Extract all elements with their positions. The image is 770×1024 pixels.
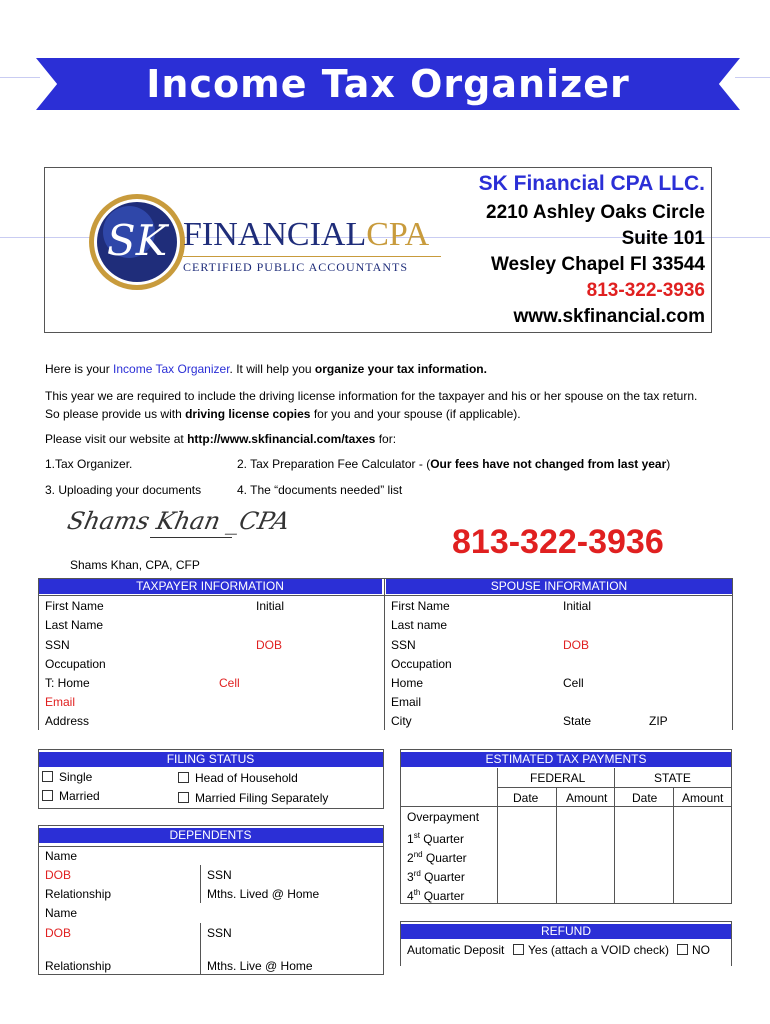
dependent2-months[interactable]: Mths. Live @ Home <box>207 959 313 973</box>
spouse-state[interactable]: State <box>563 714 592 728</box>
taxpayer-last-name[interactable]: Last Name <box>45 618 104 632</box>
dependent1-relationship[interactable]: Relationship <box>45 887 112 901</box>
firm-header-box <box>44 167 712 333</box>
logo-word-cpa: CPA <box>366 216 430 253</box>
filing-mfs-option[interactable] <box>178 791 328 805</box>
estimated-row <box>400 806 732 807</box>
dependent1-dob[interactable]: DOB <box>45 868 72 882</box>
estimated-border <box>400 903 732 904</box>
estimated-border <box>400 749 732 750</box>
license-bold: driving license copies <box>185 407 311 421</box>
dependents-border <box>38 974 384 975</box>
q1-label: Quarter <box>419 832 464 846</box>
fee-text: ) <box>666 457 671 471</box>
spouse-first-name[interactable]: First Name <box>391 599 450 613</box>
filing-border <box>38 808 384 809</box>
dependents-border <box>38 825 383 826</box>
refund-border <box>400 921 401 966</box>
intro-bold: organize your tax information. <box>314 362 487 376</box>
website-note <box>45 432 396 446</box>
table-border <box>38 578 39 730</box>
estimated-row <box>497 787 732 788</box>
dependents-col <box>200 865 201 903</box>
q4-suffix: th <box>413 888 421 897</box>
spouse-email[interactable]: Email <box>391 695 422 709</box>
state-amount-heading: Amount <box>682 791 724 805</box>
federal-amount-heading: Amount <box>566 791 608 805</box>
table-divider <box>384 578 385 730</box>
taxpayer-first-name[interactable]: First Name <box>45 599 104 613</box>
signer-name: Shams Khan, CPA, CFP <box>70 558 200 572</box>
dependents-col <box>200 923 201 974</box>
taxpayer-ssn[interactable]: SSN <box>45 638 70 652</box>
intro-text: . It will help you <box>229 362 315 376</box>
refund-yes-checkbox[interactable] <box>513 944 524 955</box>
married-label: Married <box>59 789 100 803</box>
intro-highlight: Income Tax Organizer <box>113 362 230 376</box>
estimated-col <box>497 768 498 904</box>
q2-row[interactable] <box>407 848 467 865</box>
estimated-header: ESTIMATED TAX PAYMENTS <box>400 752 732 767</box>
logo-tagline: CERTIFIED PUBLIC ACCOUNTANTS <box>183 260 408 274</box>
license-note-line1: This year we are required to include the driving license information for the taxpayer and his or her spouse on the tax return. <box>45 389 698 403</box>
dependent1-months[interactable]: Mths. Lived @ Home <box>207 887 320 901</box>
spouse-ssn[interactable]: SSN <box>391 638 416 652</box>
spouse-cell[interactable]: Cell <box>563 676 584 690</box>
mfs-checkbox[interactable] <box>178 792 189 803</box>
spouse-header: SPOUSE INFORMATION <box>386 579 732 594</box>
overpayment-row[interactable]: Overpayment <box>407 810 480 824</box>
q4-number: 4 <box>407 889 414 903</box>
refund-no-option[interactable] <box>677 943 710 957</box>
page-title: Income Tax Organizer <box>146 62 630 106</box>
website-link[interactable]: http://www.skfinancial.com/taxes <box>187 432 376 446</box>
q3-suffix: rd <box>413 869 421 878</box>
spouse-dob[interactable]: DOB <box>563 638 590 652</box>
q2-suffix: nd <box>413 850 423 859</box>
q2-number: 2 <box>407 851 414 865</box>
federal-heading: FEDERAL <box>530 771 586 785</box>
dependents-row <box>38 846 383 847</box>
dependents-border <box>383 825 384 975</box>
table-border <box>38 578 733 579</box>
spouse-zip[interactable]: ZIP <box>649 714 668 728</box>
state-date-heading: Date <box>632 791 658 805</box>
q1-suffix: st <box>413 831 420 840</box>
refund-border <box>731 921 732 966</box>
spouse-city[interactable]: City <box>391 714 412 728</box>
single-label: Single <box>59 770 93 784</box>
fee-text: 2. Tax Preparation Fee Calculator - ( <box>237 457 431 471</box>
firm-website[interactable]: www.skfinancial.com <box>513 306 705 327</box>
firm-city: Wesley Chapel Fl 33544 <box>490 254 705 275</box>
personal-info-table <box>38 578 733 730</box>
logo-rule <box>183 256 441 257</box>
list-item-organizer: 1.Tax Organizer. <box>45 457 133 471</box>
dependent2-dob[interactable]: DOB <box>45 926 72 940</box>
filing-status-header: FILING STATUS <box>38 752 383 767</box>
q3-row[interactable] <box>407 867 465 884</box>
firm-name: SK Financial CPA LLC. <box>478 172 705 195</box>
firm-logo <box>85 190 455 300</box>
taxpayer-header: TAXPAYER INFORMATION <box>38 579 382 594</box>
firm-address-line2: Suite 101 <box>621 228 705 249</box>
q1-row[interactable] <box>407 829 464 846</box>
taxpayer-address[interactable]: Address <box>45 714 90 728</box>
decorative-line <box>735 77 770 78</box>
website-text: Please visit our website at <box>45 432 188 446</box>
taxpayer-initial[interactable]: Initial <box>256 599 285 613</box>
list-item-fee-calculator <box>237 457 670 471</box>
logo-monogram: SK <box>106 216 168 265</box>
dependent1-name[interactable]: Name <box>45 849 78 863</box>
estimated-col <box>673 787 674 904</box>
filing-single-option[interactable] <box>42 770 92 784</box>
refund-no-label: NO <box>692 943 710 957</box>
refund-yes-label: Yes (attach a VOID check) <box>528 943 669 957</box>
filing-hoh-option[interactable] <box>178 771 298 785</box>
state-heading: STATE <box>654 771 691 785</box>
q4-row[interactable] <box>407 886 464 903</box>
filing-married-option[interactable] <box>42 789 100 803</box>
refund-no-checkbox[interactable] <box>677 944 688 955</box>
dependent2-relationship[interactable]: Relationship <box>45 959 112 973</box>
fee-bold: Our fees have not changed from last year <box>430 457 667 471</box>
q4-label: Quarter <box>420 889 465 903</box>
taxpayer-cell[interactable]: Cell <box>219 676 240 690</box>
decorative-line <box>0 77 40 78</box>
estimated-col <box>614 768 615 904</box>
hoh-label: Head of Household <box>195 771 298 785</box>
q3-label: Quarter <box>420 870 465 884</box>
filing-border <box>383 749 384 809</box>
dependents-border <box>38 825 39 975</box>
filing-border <box>38 749 39 809</box>
estimated-border <box>731 749 732 904</box>
refund-border <box>400 921 732 922</box>
married-checkbox[interactable] <box>42 790 53 801</box>
firm-phone: 813-322-3936 <box>586 280 705 301</box>
dependents-header: DEPENDENTS <box>38 828 383 843</box>
q2-label: Quarter <box>422 851 467 865</box>
single-checkbox[interactable] <box>42 771 53 782</box>
estimated-col <box>556 787 557 904</box>
list-item-documents: 4. The “documents needed” list <box>237 483 403 497</box>
taxpayer-home-phone[interactable]: T: Home <box>45 676 90 690</box>
taxpayer-dob[interactable]: DOB <box>256 638 283 652</box>
refund-yes-option[interactable] <box>513 943 669 957</box>
federal-date-heading: Date <box>513 791 539 805</box>
signature-underline <box>150 537 232 538</box>
estimated-border <box>400 749 401 904</box>
signature: Shams Khan _CPA <box>65 507 293 535</box>
firm-address-line1: 2210 Ashley Oaks Circle <box>486 202 705 223</box>
logo-wordmark <box>183 216 429 254</box>
automatic-deposit-label: Automatic Deposit <box>407 943 505 957</box>
hoh-checkbox[interactable] <box>178 772 189 783</box>
license-note-line2 <box>45 407 521 421</box>
taxpayer-occupation[interactable]: Occupation <box>45 657 106 671</box>
spouse-last-name[interactable]: Last name <box>391 618 448 632</box>
filing-border <box>38 749 383 750</box>
dependent2-name[interactable]: Name <box>45 906 78 920</box>
table-border <box>38 595 733 596</box>
q1-number: 1 <box>407 832 414 846</box>
dependent2-ssn[interactable]: SSN <box>207 926 232 940</box>
logo-word-financial: FINANCIAL <box>183 216 367 253</box>
list-item-upload: 3. Uploading your documents <box>45 483 202 497</box>
big-phone-number: 813-322-3936 <box>452 523 664 561</box>
dependent1-ssn[interactable]: SSN <box>207 868 232 882</box>
website-text: for: <box>375 432 397 446</box>
q3-number: 3 <box>407 870 414 884</box>
intro-text: Here is your <box>45 362 114 376</box>
refund-header: REFUND <box>400 924 732 939</box>
mfs-label: Married Filing Separately <box>195 791 329 805</box>
taxpayer-email[interactable]: Email <box>45 695 76 709</box>
spouse-occupation[interactable]: Occupation <box>391 657 452 671</box>
spouse-initial[interactable]: Initial <box>563 599 592 613</box>
table-border <box>732 578 733 730</box>
spouse-home-phone[interactable]: Home <box>391 676 424 690</box>
license-text: So please provide us with <box>45 407 186 421</box>
intro-paragraph <box>45 362 487 376</box>
license-text: for you and your spouse (if applicable). <box>310 407 521 421</box>
